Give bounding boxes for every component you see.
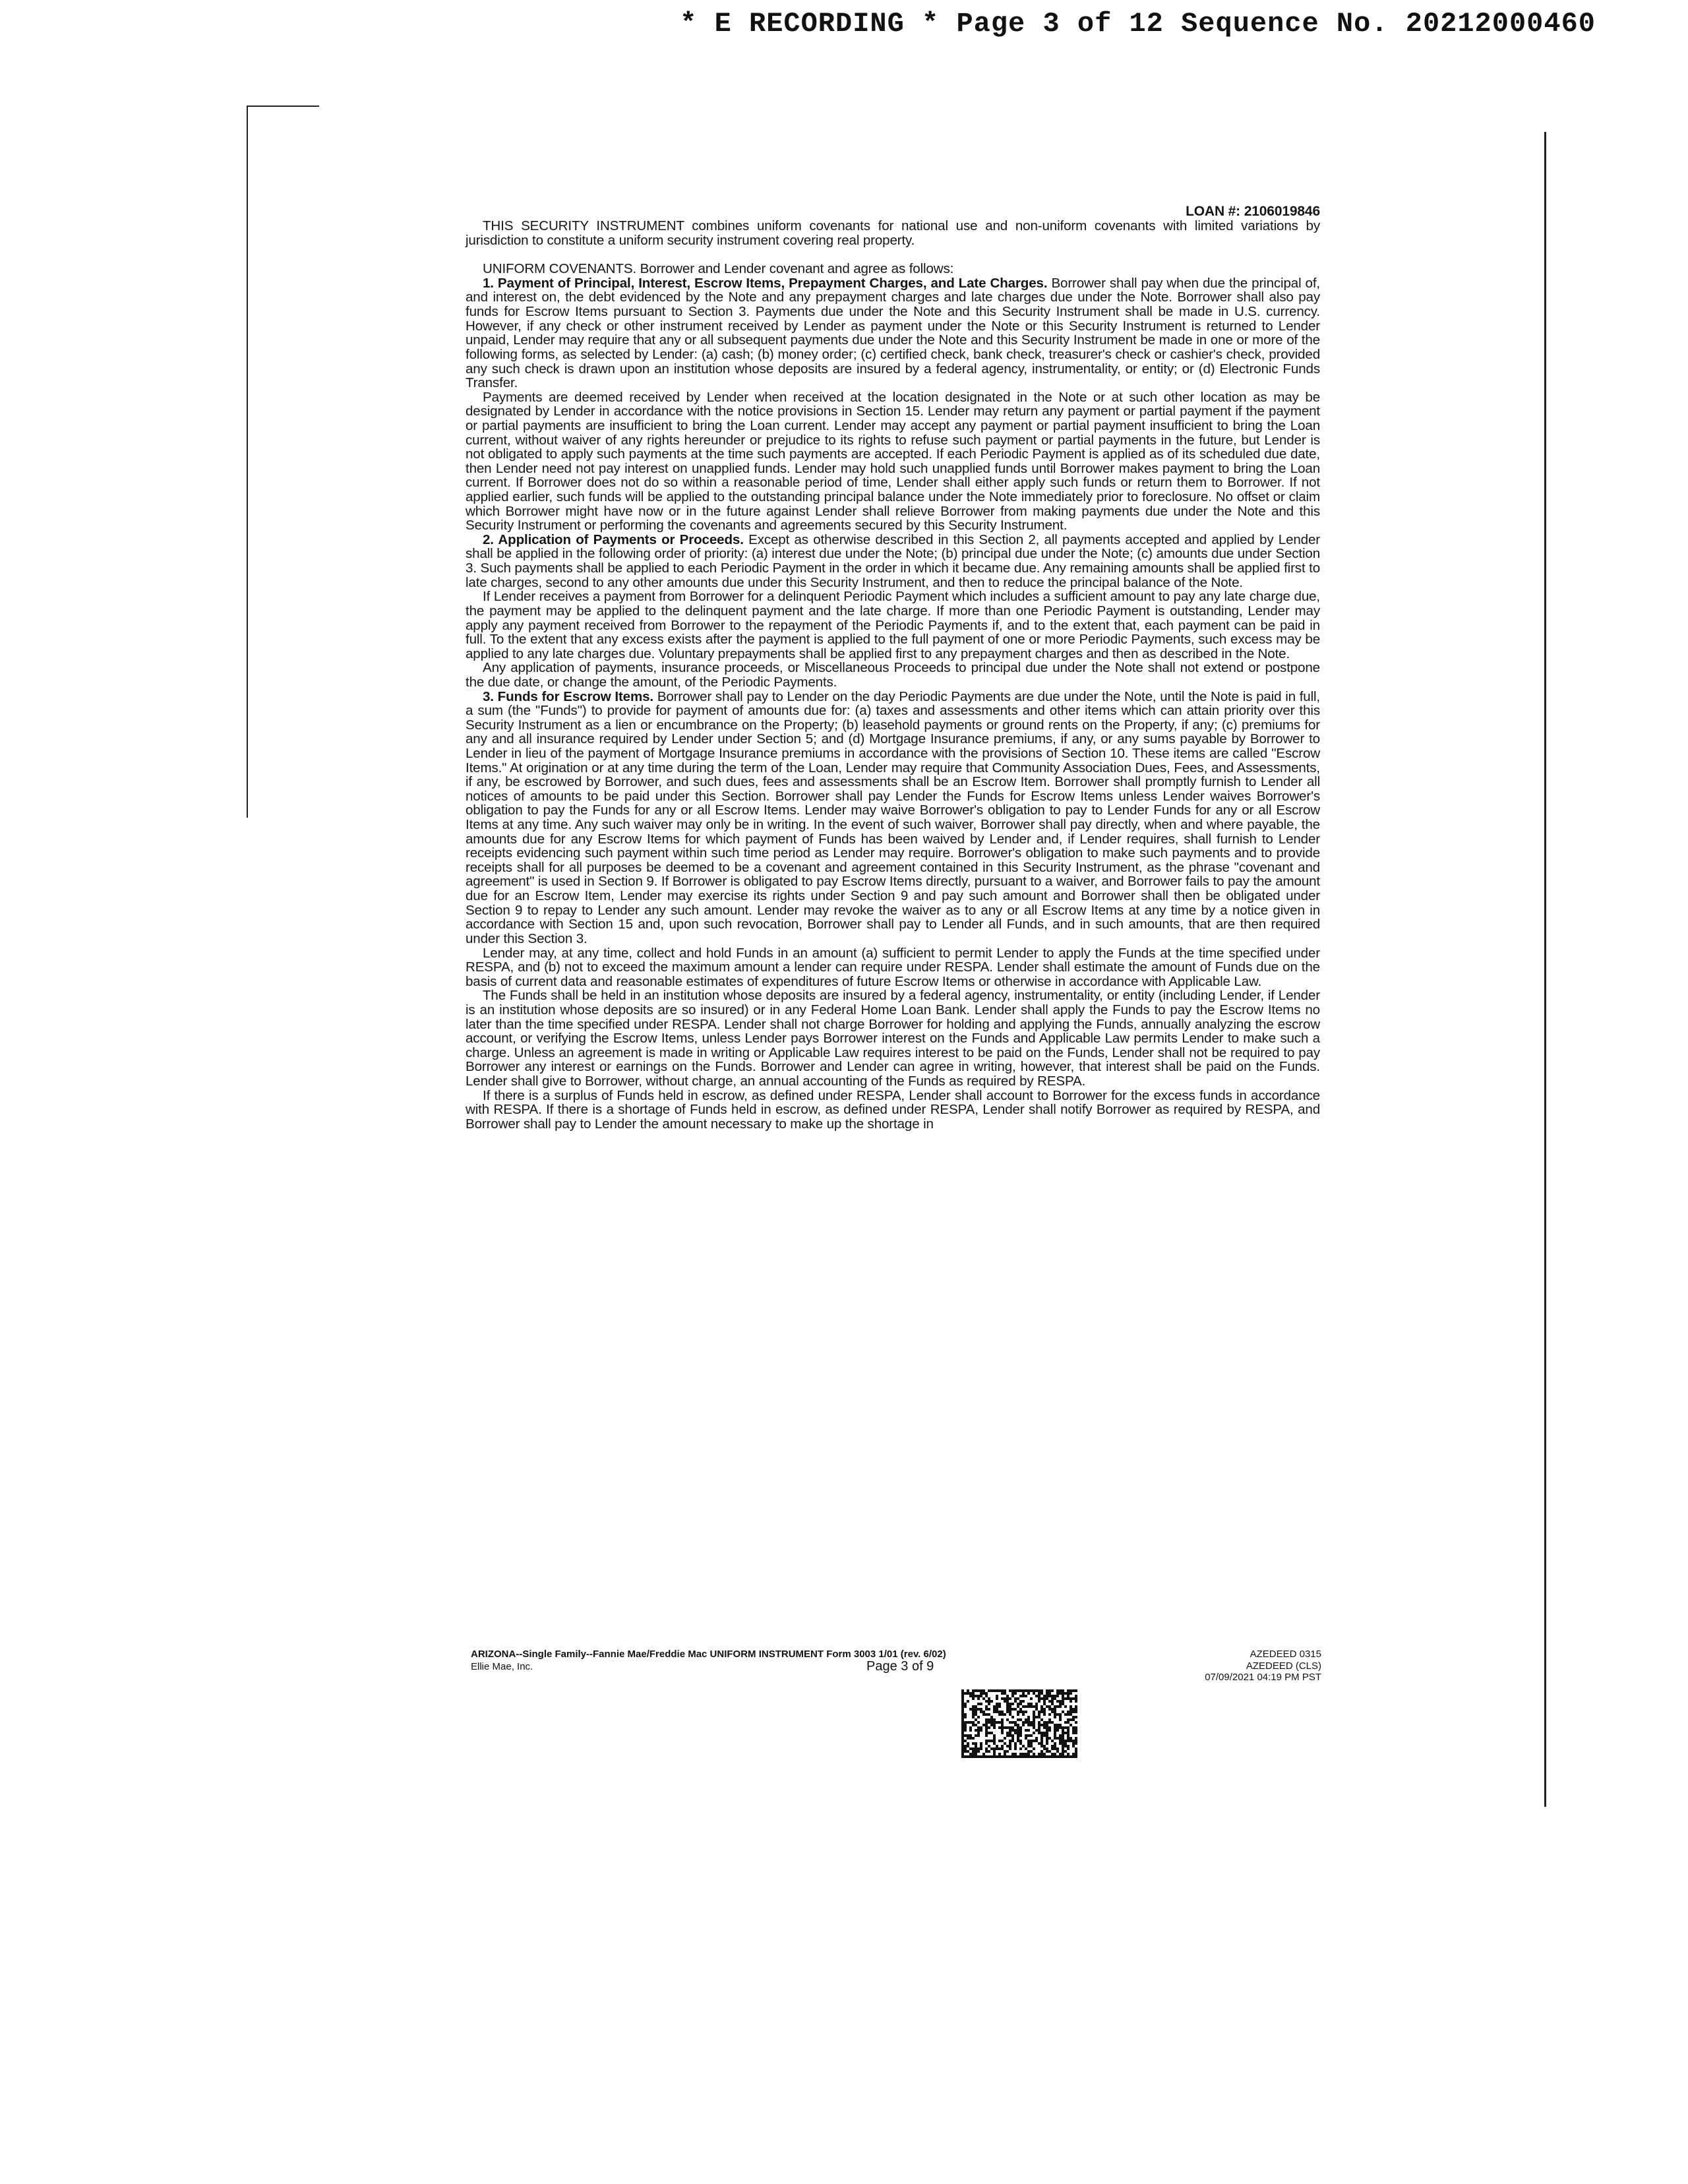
margin-rule-right xyxy=(1544,132,1546,1807)
uniform-covenants-intro: UNIFORM COVENANTS. Borrower and Lender covenant and agree as follows: xyxy=(483,261,954,277)
section-3 xyxy=(466,690,1320,946)
document-footer xyxy=(471,1649,1321,1684)
section-3-paragraph-4: If there is a surplus of Funds held in escrow, as defined under RESPA, Lender shall account to Borrower for the excess funds in accordance with RESPA. If there is a shortage of Funds held in escrow, as defined under RESPA, Lender shall notify Borrower as required by RESPA, and Borrower shall pay to Lender the amount necessary to make up the shortage in xyxy=(466,1087,1320,1132)
section-2-text: Except as otherwise described in this Section 2, all payments accepted and applied by Lender shall be applied in the following order of priority: (a) interest due under the Note; (b) principal due under the Note; (c) amounts due under Section 3. Such payments shall be applied to each Periodic Payment in the order in which it became due. Any remaining amounts shall be applied first to late charges, second to any other amounts due under this Security Instrument, and then to reduce the principal balance of the Note. xyxy=(466,531,1321,590)
form-name: ARIZONA--Single Family--Fannie Mae/Freddie Mac UNIFORM INSTRUMENT Form 3003 1/01 (rev. 6/02) xyxy=(471,1649,946,1660)
loan-number: LOAN #: 2106019846 xyxy=(1186,204,1320,219)
margin-rule-left xyxy=(247,106,248,818)
section-1-paragraph-2: Payments are deemed received by Lender when received at the location designated in the Note or at such other location as may be designated by Lender in accordance with the notice provisions in Section 15. Lender may return any payment or partial payment if the payment or partial payments are insufficient to bring the Loan current. Lender may accept any payment or partial payment insufficient to bring the Loan current, without waiver of any rights hereunder or prejudice to its rights to refuse such payment or partial payments in the future, but Lender is not obligated to apply such payments at the time such payments are accepted. If each Periodic Payment is applied as of its scheduled due date, then Lender need not pay interest on unapplied funds. Lender may hold such unapplied funds until Borrower makes payment to bring the Loan current. If Borrower does not do so within a reasonable period of time, Lender shall either apply such funds or return them to Borrower. If not applied earlier, such funds will be applied to the outstanding principal balance under the Note immediately prior to foreclosure. No offset or claim which Borrower might have now or in the future against Lender shall relieve Borrower from making payments due under the Note and this Security Instrument or performing the covenants and agreements secured by this Security Instrument. xyxy=(466,389,1320,533)
publisher: Ellie Mae, Inc. xyxy=(471,1661,533,1672)
recording-header: * E RECORDING * Page 3 of 12 Sequence No. 20212000460 xyxy=(680,8,1596,40)
form-code-1: AZEDEED 0315 xyxy=(1250,1649,1321,1660)
margin-rule-top xyxy=(247,106,319,107)
section-2 xyxy=(466,533,1320,590)
section-1-heading: 1. Payment of Principal, Interest, Escrow Items, Prepayment Charges, and Late Charges. xyxy=(483,275,1048,291)
form-code-2: AZEDEED (CLS) xyxy=(1246,1660,1321,1672)
section-2-heading: 2. Application of Payments or Proceeds. xyxy=(483,531,744,547)
section-2-paragraph-3: Any application of payments, insurance proceeds, or Miscellaneous Proceeds to principal due under the Note shall not extend or postpone the due date, or change the amount, of the Periodic Payments. xyxy=(466,660,1320,690)
print-timestamp: 07/09/2021 04:19 PM PST xyxy=(1205,1672,1321,1684)
section-3-paragraph-2: Lender may, at any time, collect and hold Funds in an amount (a) sufficient to permit Lender to apply the Funds at the time specified under RESPA, and (b) not to exceed the maximum amount a lender can require under RESPA. Lender shall estimate the amount of Funds due on the basis of current data and reasonable estimates of expenditures of future Escrow Items or otherwise in accordance with Applicable Law. xyxy=(466,945,1320,989)
document-body xyxy=(466,204,1320,1131)
section-1-text: Borrower shall pay when due the principal of, and interest on, the debt evidenced by the Note and any prepayment charges and late charges due under the Note. Borrower shall also pay funds for Escrow Items pursuant to Section 3. Payments due under the Note and this Security Instrument shall be made in U.S. currency. However, if any check or other instrument received by Lender as payment under the Note or this Security Instrument is returned to Lender unpaid, Lender may require that any or all subsequent payments due under the Note and this Security Instrument be made in one or more of the following forms, as selected by Lender: (a) cash; (b) money order; (c) certified check, bank check, treasurer's check or cashier's check, provided any such check is drawn upon an institution whose deposits are insured by a federal agency, instrumentality, or entity; or (d) Electronic Funds Transfer. xyxy=(466,275,1320,391)
section-2-paragraph-2: If Lender receives a payment from Borrower for a delinquent Periodic Payment which includes a sufficient amount to pay any late charge due, the payment may be applied to the delinquent payment and the late charge. If more than one Periodic Payment is outstanding, Lender may apply any payment received from Borrower to the repayment of the Periodic Payments if, and to the extent that, each payment can be paid in full. To the extent that any excess exists after the payment is applied to the full payment of one or more Periodic Payments, such excess may be applied to any late charges due. Voluntary prepayments shall be applied first to any prepayment charges and then as described in the Note. xyxy=(466,589,1320,661)
section-3-paragraph-3: The Funds shall be held in an institution whose deposits are insured by a federal agency, instrumentality, or entity (including Lender, if Lender is an institution whose deposits are so insured) or in any Federal Home Loan Bank. Lender shall apply the Funds to pay the Escrow Items no later than the time specified under RESPA. Lender shall not charge Borrower for holding and applying the Funds, annually analyzing the escrow account, or verifying the Escrow Items, unless Lender pays Borrower interest on the Funds and Applicable Law permits Lender to make such a charge. Unless an agreement is made in writing or Applicable Law requires interest to be paid on the Funds, Lender shall not be required to pay Borrower any interest or earnings on the Funds. Borrower and Lender can agree in writing, however, that interest shall be paid on the Funds. Lender shall give to Borrower, without charge, an annual accounting of the Funds as required by RESPA. xyxy=(466,988,1320,1089)
form-codes xyxy=(1205,1649,1321,1684)
section-3-heading: 3. Funds for Escrow Items. xyxy=(483,688,654,704)
intro-paragraph: THIS SECURITY INSTRUMENT combines uniform covenants for national use and non-uniform covenants with limited variations by jurisdiction to constitute a uniform security instrument covering real property. xyxy=(466,218,1320,248)
page-number: Page 3 of 9 xyxy=(866,1659,934,1674)
section-3-text: Borrower shall pay to Lender on the day Periodic Payments are due under the Note, until the Note is paid in full, a sum (the "Funds") to provide for payment of amounts due for: (a) taxes and assessments and other items which can attain priority over this Security Instrument as a lien or encumbrance on the Property; (b) leasehold payments or ground rents on the Property, if any; (c) premiums for any and all insurance required by Lender under Section 5; and (d) Mortgage Insurance premiums, if any, or any sums payable by Borrower to Lender in lieu of the payment of Mortgage Insurance premiums in accordance with the provisions of Section 10. These items are called "Escrow Items." At origination or at any time during the term of the Loan, Lender may require that Community Association Dues, Fees, and Assessments, if any, be escrowed by Borrower, and such dues, fees and assessments shall be an Escrow Item. Borrower shall promptly furnish to Lender all notices of amounts to be paid under this Section. Borrower shall pay Lender the Funds for Escrow Items unless Lender waives Borrower's obligation to pay the Funds for any or all Escrow Items. Lender may waive Borrower's obligation to pay to Lender Funds for any or all Escrow Items at any time. Any such waiver may only be in writing. In the event of such waiver, Borrower shall pay directly, when and where payable, the amounts due for any Escrow Items for which payment of Funds has been waived by Lender and, if Lender requires, shall furnish to Lender receipts evidencing such payment within such time period as Lender may require. Borrower's obligation to make such payments and to provide receipts shall for all purposes be deemed to be a covenant and agreement contained in this Security Instrument, as the phrase "covenant and agreement" is used in Section 9. If Borrower is obligated to pay Escrow Items directly, pursuant to a waiver, and Borrower fails to pay the amount due for an Escrow Item, Lender may exercise its rights under Section 9 and pay such amount and Borrower shall then be obligated under Section 9 to repay to Lender any such amount. Lender may revoke the waiver as to any or all Escrow Items at any time by a notice given in accordance with Section 15 and, upon such revocation, Borrower shall pay to Lender all Funds, and in such amounts, that are then required under this Section 3. xyxy=(466,688,1320,946)
section-1 xyxy=(466,276,1320,390)
2d-barcode-icon xyxy=(961,1689,1077,1758)
